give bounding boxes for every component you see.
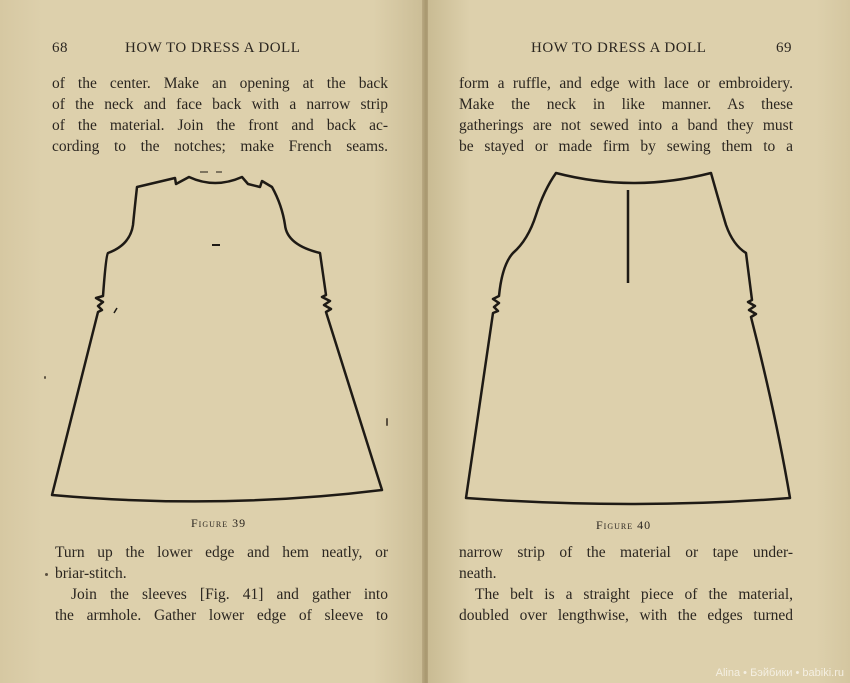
text-line: of the material. Join the front and back ac-	[52, 117, 388, 134]
text-line: briar-stitch.	[55, 565, 127, 582]
dress-front-outline	[52, 177, 382, 501]
watermark-text: Alina • Бэйбики • babiki.ru	[715, 667, 844, 679]
text-line: Join the sleeves [Fig. 41] and gather into	[71, 586, 388, 603]
right-top-paragraph	[459, 73, 793, 157]
right-page	[428, 0, 850, 683]
notch-mark	[114, 308, 117, 313]
text-line: be stayed or made firm by sewing them to a	[459, 138, 793, 155]
figure-39-caption	[191, 516, 246, 531]
left-bottom-paragraph	[55, 542, 388, 626]
left-page-number: 68	[52, 40, 68, 56]
paper-speck	[386, 418, 388, 426]
text-line: form a ruffle, and edge with lace or embroidery.	[459, 75, 793, 92]
figure-39-front-pattern	[40, 165, 390, 510]
text-line: neath.	[459, 565, 497, 582]
left-running-head: HOW TO DRESS A DOLL	[125, 40, 301, 56]
text-line: the armhole. Gather lower edge of sleeve to	[55, 607, 388, 624]
text-line: Turn up the lower edge and hem neatly, or	[55, 544, 388, 561]
text-line: cording to the notches; make French seams.	[52, 138, 388, 155]
left-page	[0, 0, 424, 683]
text-line: narrow strip of the material or tape under-	[459, 544, 793, 561]
figure-caption-text: Figure 40	[596, 518, 652, 532]
text-line: of the center. Make an opening at the back	[52, 75, 388, 92]
text-line: gatherings are not sewed into a band they must	[459, 117, 793, 134]
figure-40-back-pattern	[458, 165, 818, 510]
right-running-head: HOW TO DRESS A DOLL	[531, 40, 707, 56]
figure-caption-text: Figure 39	[191, 516, 247, 530]
figure-40-caption	[596, 518, 651, 533]
text-line: of the neck and face back with a narrow strip	[52, 96, 388, 113]
paper-speck	[44, 376, 46, 379]
text-line: doubled over lengthwise, with the edges turned	[459, 607, 793, 624]
left-top-paragraph	[52, 73, 388, 157]
paper-speck	[45, 573, 48, 576]
right-page-number: 69	[776, 40, 792, 56]
right-bottom-paragraph	[459, 542, 793, 626]
text-line: The belt is a straight piece of the material,	[475, 586, 793, 603]
text-line: Make the neck in like manner. As these	[459, 96, 793, 113]
